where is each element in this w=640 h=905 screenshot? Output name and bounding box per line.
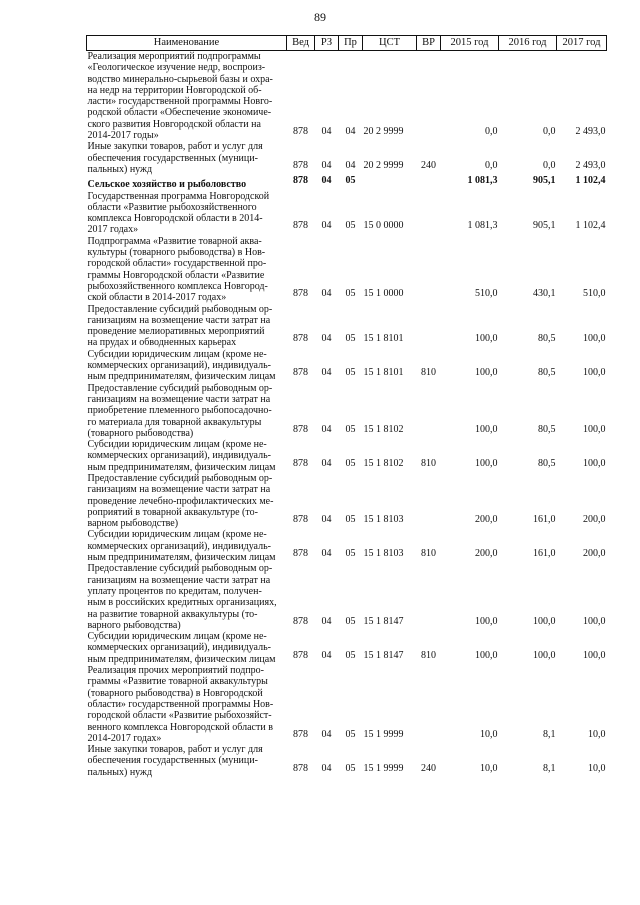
row-vr: 810	[421, 548, 436, 560]
row-cst: 15 1 9999	[363, 762, 404, 774]
row-name: Иные закупки товаров, работ и услуг для обеспечения государственных (муници- пальных) нужд	[87, 744, 263, 778]
row-cst: 15 1 8101	[363, 333, 404, 345]
table-row	[87, 473, 607, 529]
row-ved: 878	[293, 288, 308, 300]
row-2016: 100,0	[533, 615, 556, 627]
header-2016: 2016 год	[499, 36, 557, 51]
row-name: Субсидии юридическим лицам (кроме не- коммерческих организаций), индивидуаль- ным предпринимателям, физическим лицам	[87, 529, 276, 564]
row-vr: 240	[421, 762, 436, 774]
row-cst: 20 2 9999	[363, 126, 404, 138]
row-2016: 80,5	[538, 457, 556, 469]
row-2015: 100,0	[475, 367, 498, 379]
row-cst: 15 1 8147	[363, 649, 404, 661]
row-vr: 810	[421, 457, 436, 469]
row-vr	[417, 473, 441, 529]
row-rz: 04	[321, 220, 332, 232]
row-2017: 100,0	[583, 615, 606, 627]
row-pr: 05	[345, 288, 356, 300]
row-ved: 878	[293, 220, 308, 232]
row-pr: 04	[345, 159, 356, 171]
header-pr: Пр	[339, 36, 363, 51]
row-vr	[417, 175, 441, 190]
row-2015: 100,0	[475, 333, 498, 345]
row-pr: 05	[345, 220, 356, 232]
row-cst: 15 1 8102	[363, 457, 404, 469]
row-2015: 100,0	[475, 457, 498, 469]
row-2016: 0,0	[543, 126, 556, 138]
row-2017: 200,0	[583, 548, 606, 560]
row-rz: 04	[321, 514, 332, 526]
row-pr: 05	[345, 423, 356, 435]
row-ved: 878	[293, 175, 308, 187]
row-2017: 1 102,4	[575, 220, 606, 232]
row-2015: 10,0	[480, 728, 498, 740]
row-vr: 810	[421, 649, 436, 661]
table-row	[87, 191, 607, 236]
row-cst: 15 1 8103	[363, 548, 404, 560]
row-2015: 100,0	[475, 423, 498, 435]
row-2016: 8,1	[543, 728, 556, 740]
row-cst	[363, 175, 417, 190]
row-vr	[417, 304, 441, 349]
row-2016: 161,0	[533, 548, 556, 560]
row-2017: 100,0	[583, 333, 606, 345]
row-name: Подпрограмма «Развитие товарной аква- культуры (товарного рыбоводства) в Нов- городской области» государственной про- граммы Новгородской области «Развитие рыбохозяйственного комплекса Новгород- ской области в 2014-2017 годах»	[87, 235, 268, 304]
row-ved: 878	[293, 548, 308, 560]
header-2017: 2017 год	[557, 36, 607, 51]
header-rz: РЗ	[315, 36, 339, 51]
row-2016: 8,1	[543, 762, 556, 774]
row-pr: 05	[345, 615, 356, 627]
header-cst: ЦСТ	[363, 36, 417, 51]
table-row	[87, 744, 607, 778]
table-row	[87, 631, 607, 665]
header-name: Наименование	[87, 36, 287, 51]
row-2017: 510,0	[583, 288, 606, 300]
row-vr	[417, 236, 441, 304]
row-vr	[417, 51, 441, 142]
row-rz: 04	[321, 615, 332, 627]
row-ved: 878	[293, 457, 308, 469]
row-name: Предоставление субсидий рыбоводным ор- ганизациям на возмещение части затрат на приобретение племенного рыбопосадочно- го материала для товарной аквакультуры (товарного рыбоводства)	[87, 382, 273, 439]
row-name: Реализация мероприятий подпрограммы «Геологическое изучение недр, воспроиз- водство минерально-сырьевой базы и охра- на недр на территории Новгородской об- ласти» государственной программы Новго- родской области «Обеспечение экономиче- ского развития Новгородской области на 2014-2017 годы»	[87, 51, 273, 142]
row-2016: 0,0	[543, 159, 556, 171]
row-cst: 15 1 9999	[363, 728, 404, 740]
row-2017: 10,0	[588, 762, 606, 774]
row-2016: 905,1	[533, 175, 556, 187]
row-rz: 04	[321, 288, 332, 300]
row-rz: 04	[321, 762, 332, 774]
row-pr: 05	[345, 457, 356, 469]
row-2016: 100,0	[533, 649, 556, 661]
row-rz: 04	[321, 367, 332, 379]
row-cst: 15 1 0000	[363, 288, 404, 300]
row-name: Предоставление субсидий рыбоводным ор- ганизациям на возмещение части затрат на уплату процентов по кредитам, получен- ным в российских кредитных организациях, на развитие товарной аквакультуры (то- варного рыбоводства)	[87, 563, 277, 631]
row-name: Реализация прочих мероприятий подпро- граммы «Развитие товарной аквакультуры (товарного рыбоводства) в Новгородской области» государственной программы Нов- городской области «Развитие рыбохозяйст- венного комплекса Новгородской области в 2014-2017 годах»	[87, 665, 274, 744]
table-header-row	[87, 36, 607, 51]
row-pr: 05	[345, 514, 356, 526]
row-cst: 15 1 8147	[363, 615, 404, 627]
row-2015: 100,0	[475, 615, 498, 627]
row-ved: 878	[293, 762, 308, 774]
row-2015: 1 081,3	[467, 220, 498, 232]
row-rz: 04	[321, 548, 332, 560]
row-2015: 0,0	[485, 159, 498, 171]
row-2015: 200,0	[475, 514, 498, 526]
row-2015: 100,0	[475, 649, 498, 661]
row-vr	[417, 563, 441, 631]
header-ved: Вед	[287, 36, 315, 51]
row-rz: 04	[321, 457, 332, 469]
row-name: Предоставление субсидий рыбоводным ор- ганизациям на возмещение части затрат на проведение лечебно-профилактических ме- роприятий в товарной аквакультуре (то- варном рыбоводстве)	[87, 472, 274, 530]
header-2015: 2015 год	[441, 36, 499, 51]
row-name: Сельское хозяйство и рыболовство	[87, 179, 247, 191]
row-pr: 05	[345, 175, 356, 187]
row-pr: 04	[345, 126, 356, 138]
row-rz: 04	[321, 728, 332, 740]
row-2016: 430,1	[533, 288, 556, 300]
row-rz: 04	[321, 126, 332, 138]
table-row	[87, 563, 607, 631]
table-row	[87, 304, 607, 349]
row-name: Государственная программа Новгородской области «Развитие рыбохозяйственного комплекса Новгородской области в 2014- 2017 годах»	[87, 190, 270, 236]
header-vr: ВР	[417, 36, 441, 51]
row-rz: 04	[321, 423, 332, 435]
row-name: Предоставление субсидий рыбоводным ор- ганизациям на возмещение части затрат на проведение мелиоративных мероприятий на прудах и обводненных карьерах	[87, 303, 273, 349]
page-number: 89	[314, 10, 326, 24]
row-2017: 200,0	[583, 514, 606, 526]
row-2015: 0,0	[485, 126, 498, 138]
row-2017: 10,0	[588, 728, 606, 740]
row-ved: 878	[293, 159, 308, 171]
row-ved: 878	[293, 367, 308, 379]
row-vr	[417, 383, 441, 439]
table-row	[87, 51, 607, 142]
row-2016: 80,5	[538, 423, 556, 435]
row-2017: 100,0	[583, 457, 606, 469]
row-pr: 05	[345, 333, 356, 345]
row-2015: 10,0	[480, 762, 498, 774]
row-2017: 1 102,4	[575, 175, 606, 187]
row-name: Иные закупки товаров, работ и услуг для обеспечения государственных (муници- пальных) нужд	[87, 141, 263, 175]
row-ved: 878	[293, 615, 308, 627]
table-row	[87, 349, 607, 383]
row-vr	[417, 191, 441, 236]
row-vr	[417, 665, 441, 744]
row-ved: 878	[293, 423, 308, 435]
budget-table	[86, 35, 607, 778]
row-cst: 15 1 8102	[363, 423, 404, 435]
row-vr: 810	[421, 367, 436, 379]
row-2015: 510,0	[475, 288, 498, 300]
row-name: Субсидии юридическим лицам (кроме не- коммерческих организаций), индивидуаль- ным предпринимателям, физическим лицам	[87, 439, 276, 473]
row-2016: 905,1	[533, 220, 556, 232]
row-cst: 15 0 0000	[363, 220, 404, 232]
row-pr: 05	[345, 548, 356, 560]
row-name: Субсидии юридическим лицам (кроме не- коммерческих организаций), индивидуаль- ным предпринимателям, физическим лицам	[87, 348, 276, 383]
row-2017: 2 493,0	[575, 159, 606, 171]
row-name: Субсидии юридическим лицам (кроме не- коммерческих организаций), индивидуаль- ным предпринимателям, физическим лицам	[87, 631, 276, 665]
row-pr: 05	[345, 762, 356, 774]
row-2015: 1 081,3	[467, 175, 498, 187]
table-row	[87, 439, 607, 473]
row-2016: 80,5	[538, 367, 556, 379]
row-2016: 80,5	[538, 333, 556, 345]
table-row	[87, 141, 607, 175]
row-2017: 100,0	[583, 649, 606, 661]
row-2017: 100,0	[583, 367, 606, 379]
row-rz: 04	[321, 159, 332, 171]
row-rz: 04	[321, 175, 332, 187]
row-rz: 04	[321, 649, 332, 661]
table-row	[87, 175, 607, 190]
table-row	[87, 529, 607, 563]
row-ved: 878	[293, 514, 308, 526]
row-vr: 240	[421, 159, 436, 171]
table-row	[87, 665, 607, 744]
row-ved: 878	[293, 649, 308, 661]
row-cst: 20 2 9999	[363, 159, 404, 171]
row-pr: 05	[345, 649, 356, 661]
row-cst: 15 1 8103	[363, 514, 404, 526]
row-2016: 161,0	[533, 514, 556, 526]
row-pr: 05	[345, 728, 356, 740]
table-row	[87, 383, 607, 439]
row-ved: 878	[293, 728, 308, 740]
row-pr: 05	[345, 367, 356, 379]
table-row	[87, 236, 607, 304]
row-ved: 878	[293, 333, 308, 345]
row-2017: 2 493,0	[575, 126, 606, 138]
row-cst: 15 1 8101	[363, 367, 404, 379]
row-2017: 100,0	[583, 423, 606, 435]
row-2015: 200,0	[475, 548, 498, 560]
row-rz: 04	[321, 333, 332, 345]
row-ved: 878	[293, 126, 308, 138]
